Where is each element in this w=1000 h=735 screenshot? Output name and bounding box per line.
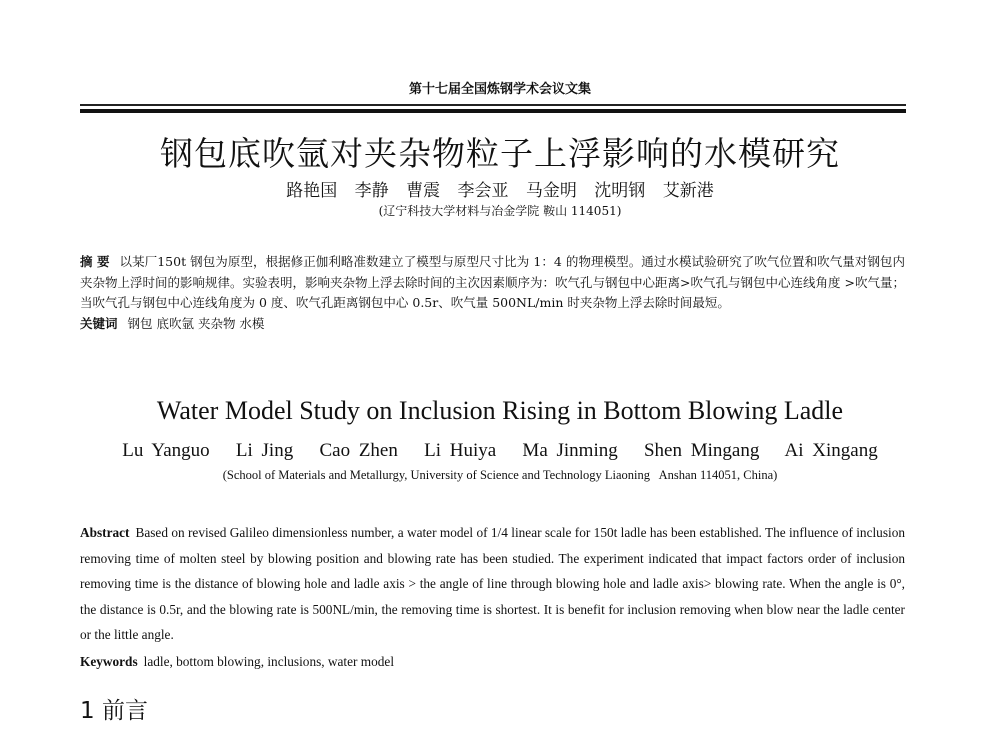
section-heading: 1 前言	[80, 698, 148, 724]
keywords-en	[80, 654, 394, 670]
affiliation-en: (School of Materials and Metallurgy, University of Science and Technology Liaoning Anshan 114051, China)	[222, 468, 778, 482]
authors-cn: 路艳国 李静 曹震 李会亚 马金明 沈明钢 艾新港	[286, 181, 714, 201]
running-header: 第十七届全国炼钢学术会议文集	[408, 82, 591, 97]
authors-en: Lu Yanguo Li Jing Cao Zhen Li Huiya Ma Jinming Shen Mingang Ai Xingang	[122, 440, 878, 461]
keywords-cn-label: 关键词	[80, 315, 118, 331]
keywords-en-label: Keywords	[80, 654, 138, 669]
paper-title-en: Water Model Study on Inclusion Rising in Bottom Blowing Ladle	[156, 396, 844, 425]
paper-title-cn: 钢包底吹氩对夹杂物粒子上浮影响的水模研究	[160, 134, 840, 173]
affiliation-cn: (辽宁科技大学材料与冶金学院 鞍山 114051)	[378, 204, 622, 218]
keywords-cn-text: 钢包 底吹氩 夹杂物 水模	[127, 315, 265, 331]
abstract-en-text: Based on revised Galileo dimensionless number, a water model of 1/4 linear scale for 150t ladle has been established. The influence of inclusion removing time of molten steel by blowing position and blowing rate has been studied. The experiment indicated that impact factors order of inclusion removing time is the distance of blowing hole and ladle axis > the angle of line through blowing hole and ladle axis> blowing rate. When the angle is 0°, the distance is 0.5r, and the blowing rate is 500NL/min, the removing time is shortest. It is benefit for inclusion removing when blow near the ladle center or the little angle.	[80, 525, 905, 642]
abstract-cn-label: 摘 要	[80, 254, 110, 269]
abstract-cn	[80, 252, 905, 334]
header-rule	[80, 104, 906, 106]
abstract-cn-text: 以某厂150t 钢包为原型，根据修正伽利略准数建立了模型与原型尺寸比为 1：4 的物理模型。通过水模试验研究了吹气位置和吹气量对钢包内夹杂物上浮时间的影响规律。实验表明，影响夹杂物上浮去除时间的主次因素顺序为：吹气孔与钢包中心距离>吹气孔与钢包中心连线角度 >吹气量；当吹气孔与钢包中心连线角度为 0 度、吹气孔距离钢包中心 0.5r、吹气量 500NL/min 时夹杂物上浮去除时间最短。	[80, 254, 905, 310]
header-rule-thick	[80, 109, 906, 113]
abstract-en-label: Abstract	[80, 525, 130, 540]
abstract-en	[80, 520, 905, 648]
keywords-en-text: ladle, bottom blowing, inclusions, water model	[143, 654, 395, 669]
